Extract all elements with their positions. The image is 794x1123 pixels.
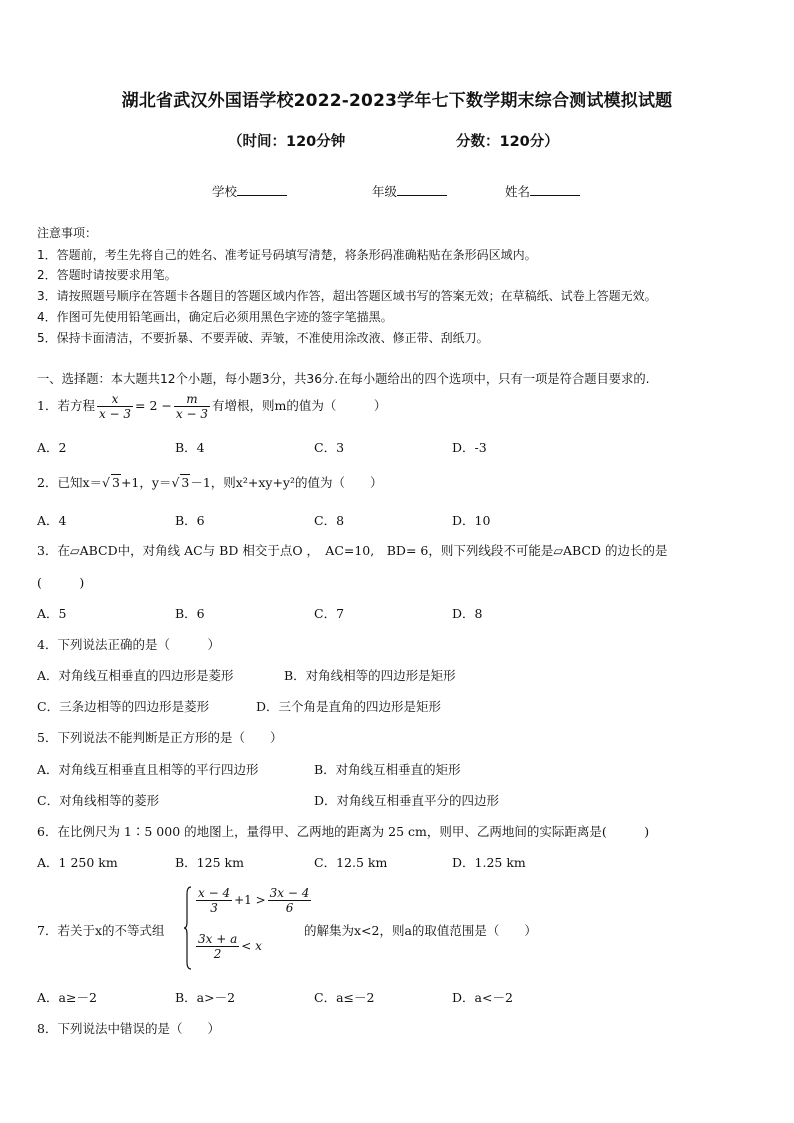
option-a: A．对角线互相垂直且相等的平行四边形 bbox=[37, 762, 259, 777]
option-b: B．对角线互相垂直的矩形 bbox=[314, 762, 461, 777]
sqrt-symbol: √ bbox=[171, 475, 180, 490]
name-blank bbox=[530, 185, 580, 196]
fraction: $\frac{3x + a}{2}$ bbox=[198, 932, 238, 961]
option-b: B．125 km bbox=[175, 855, 244, 870]
notice-item: 5．保持卡面清洁，不要折暴、不要弄破、弄皱，不准使用涂改液、修正带、刮纸刀。 bbox=[37, 331, 489, 345]
option-c: C．12.5 km bbox=[314, 855, 388, 870]
question-4: 4．下列说法正确的是（ ） bbox=[37, 637, 220, 652]
grade-field bbox=[372, 182, 447, 200]
option-c: C．三条边相等的四边形是菱形 bbox=[37, 699, 210, 714]
option-c: C．7 bbox=[314, 606, 345, 621]
option-c: C．8 bbox=[314, 513, 345, 528]
exam-title: 湖北省武汉外国语学校2022-2023学年七下数学期末综合测试模拟试题 bbox=[121, 91, 673, 111]
option-d: D．三个角是直角的四边形是矩形 bbox=[256, 699, 442, 714]
option-b: B．6 bbox=[175, 606, 205, 621]
notice-item: 4．作图可先使用铅笔画出，确定后必须用黑色字迹的签字笔描黑。 bbox=[37, 310, 393, 324]
fraction: $\frac{3x - 4}{6}$ bbox=[269, 886, 310, 915]
option-b: B．4 bbox=[175, 440, 205, 455]
option-c: C．3 bbox=[314, 440, 345, 455]
fraction: $\frac{x}{x - 3}$ bbox=[98, 392, 132, 421]
grade-label: 年级 bbox=[372, 184, 398, 199]
inequality-1: $\frac{x - 4}{3}$ +1 > $\frac{3x - 4}{6}$ bbox=[198, 886, 310, 915]
fraction: $\frac{x - 4}{3}$ bbox=[198, 886, 231, 915]
school-blank bbox=[237, 185, 287, 196]
question-3-bracket: ( ) bbox=[37, 575, 85, 590]
question-5: 5．下列说法不能判断是正方形的是（ ） bbox=[37, 730, 283, 745]
question-1: 1．若方程 $\frac{x}{x - 3}$ = 2 − $\frac{m}{x - 3}$ 有增根，则m的值为（ ） bbox=[37, 392, 387, 421]
question-6: 6．在比例尺为 1∶5 000 的地图上，量得甲、乙两地的距离为 25 cm，则甲、乙两地间的实际距离是( ) bbox=[37, 824, 650, 839]
notice-item: 3．请按照题号顺序在答题卡各题目的答题区域内作答，超出答题区域书写的答案无效；在草稿纸、试卷上答题无效。 bbox=[37, 289, 657, 303]
school-label: 学校 bbox=[212, 184, 238, 199]
section-heading: 一、选择题：本大题共12个小题，每小题3分，共36分.在每小题给出的四个选项中，只有一项是符合题目要求的. bbox=[37, 372, 650, 386]
option-d: D．8 bbox=[452, 606, 483, 621]
option-a: A．a≥－2 bbox=[37, 990, 97, 1005]
option-d: D．a<－2 bbox=[452, 990, 513, 1005]
option-d: D．-3 bbox=[452, 440, 487, 455]
question-8: 8．下列说法中错误的是（ ） bbox=[37, 1021, 220, 1036]
question-7-prefix: 7．若关于x的不等式组 bbox=[37, 923, 165, 938]
grade-blank bbox=[397, 185, 447, 196]
total-score: 分数：120分） bbox=[456, 134, 559, 150]
option-c: C．对角线相等的菱形 bbox=[37, 793, 160, 808]
option-b: B．对角线相等的四边形是矩形 bbox=[284, 668, 456, 683]
option-d: D．10 bbox=[452, 513, 491, 528]
option-a: A．4 bbox=[37, 513, 67, 528]
option-c: C．a≤－2 bbox=[314, 990, 375, 1005]
fraction: $\frac{m}{x - 3}$ bbox=[175, 392, 208, 421]
option-a: A．2 bbox=[37, 440, 67, 455]
question-2: 2．已知x＝√ 3+1，y＝√ 3－1，则x²+xy+y²的值为（ ） bbox=[37, 475, 383, 490]
brace-icon bbox=[184, 886, 192, 970]
option-a: A．5 bbox=[37, 606, 67, 621]
option-b: B．a>－2 bbox=[175, 990, 236, 1005]
school-field bbox=[212, 182, 287, 200]
option-b: B．6 bbox=[175, 513, 205, 528]
notice-heading: 注意事项： bbox=[37, 226, 98, 240]
option-d: D．对角线互相垂直平分的四边形 bbox=[314, 793, 500, 808]
name-field bbox=[505, 182, 580, 200]
question-3: 3．在▱ABCD中，对角线 AC与 BD 相交于点O ， AC=10, BD= 6，则下列线段不可能是▱ABCD 的边长的是 bbox=[37, 543, 668, 558]
notice-item: 1．答题前，考生先将自己的姓名、准考证号码填写清楚，将条形码准确粘贴在条形码区域内。 bbox=[37, 248, 537, 262]
question-7-suffix: 的解集为x<2，则a的取值范围是（ ） bbox=[304, 923, 537, 938]
option-a: A．对角线互相垂直的四边形是菱形 bbox=[37, 668, 234, 683]
name-label: 姓名 bbox=[505, 184, 531, 199]
sqrt-symbol: √ bbox=[102, 475, 110, 490]
inequality-2: $\frac{3x + a}{2}$ < x bbox=[198, 932, 262, 961]
time-limit: （时间：120分钟 bbox=[228, 134, 346, 150]
notice-item: 2．答题时请按要求用笔。 bbox=[37, 268, 177, 282]
option-a: A．1 250 km bbox=[37, 855, 118, 870]
option-d: D．1.25 km bbox=[452, 855, 526, 870]
